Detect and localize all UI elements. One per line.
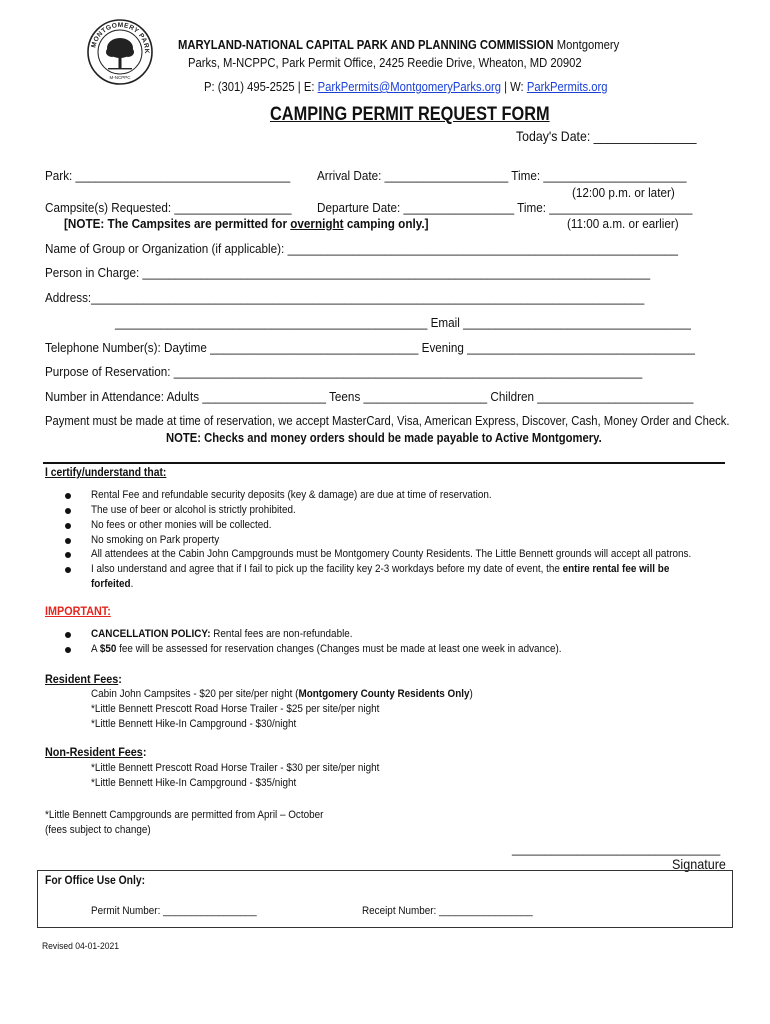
todays-date-field[interactable]: Today's Date: _______________ — [516, 128, 697, 144]
revised-date: Revised 04-01-2021 — [42, 941, 120, 952]
departure-time-note: (11:00 a.m. or earlier) — [567, 216, 679, 231]
change-fee — [91, 643, 562, 655]
signature-label: Signature — [672, 856, 726, 872]
resident-fee-cabin-john — [91, 688, 473, 700]
office-use-heading: For Office Use Only: — [45, 875, 146, 887]
nonresident-fees-label: Non-Resident Fees — [45, 745, 143, 759]
receipt-number-field[interactable]: Receipt Number: _________________ — [362, 905, 533, 917]
bullet — [65, 508, 71, 514]
certify-heading: I certify/understand that: — [45, 467, 167, 479]
cancellation-policy — [91, 628, 353, 640]
arrival-date-field[interactable]: Arrival Date: ___________________ Time: ______________________ — [317, 168, 687, 183]
arrival-time-note: (12:00 p.m. or later) — [572, 185, 675, 200]
cabin-john-residents-only: Montgomery County Residents Only — [298, 688, 470, 700]
nonresident-fee-horse-trailer: *Little Bennett Prescott Road Horse Trailer - $30 per site/per night — [91, 762, 380, 774]
bullet — [65, 493, 71, 499]
note-pre: [NOTE: The Campsites are permitted for — [64, 216, 291, 231]
address-field[interactable]: Address:_____________________________________________________________________________________ — [45, 290, 645, 305]
resident-fees-heading — [45, 672, 122, 686]
key-pickup-text: I also understand and agree that if I fail to pick up the facility key 2-3 workdays before my date of event, the — [91, 563, 563, 575]
forfeited-text: forfeited — [91, 578, 131, 590]
cancellation-text: Rental fees are non-refundable. — [210, 628, 353, 640]
cabin-john-end: ) — [469, 688, 473, 700]
bullet — [65, 552, 71, 558]
montgomery-parks-logo — [86, 18, 154, 86]
section-divider — [43, 462, 725, 464]
nonresident-fees-heading — [45, 745, 146, 759]
resident-fee-hike-in: *Little Bennett Hike-In Campground - $30/night — [91, 718, 297, 730]
forfeited-period: . — [130, 578, 134, 590]
resident-fees-label: Resident Fees — [45, 672, 119, 686]
org-name: MARYLAND-NATIONAL CAPITAL PARK AND PLANNING COMMISSION — [178, 38, 554, 52]
important-heading: IMPORTANT: — [45, 604, 111, 618]
cancellation-label: CANCELLATION POLICY: — [91, 628, 211, 640]
header-phone: P: (301) 495-2525 | E: — [204, 80, 318, 94]
note-post: camping only.] — [343, 216, 429, 231]
payment-methods: Payment must be made at time of reservation, we accept MasterCard, Visa, American Express, Discover, Cash, Money Order and Check. — [45, 414, 730, 428]
change-fee-pre: A — [91, 643, 100, 655]
campsites-field[interactable]: Campsite(s) Requested: __________________ — [45, 200, 292, 215]
telephone-field[interactable]: Telephone Number(s): Daytime ________________________________ Evening ___________________________________ — [45, 340, 695, 355]
header-contact — [204, 80, 607, 94]
svg-text:M-NCPPC: M-NCPPC — [109, 75, 131, 80]
park-field[interactable]: Park: _________________________________ — [45, 168, 291, 183]
bullet — [65, 538, 71, 544]
header-address: Parks, M-NCPPC, Park Permit Office, 2425 Reedie Drive, Wheaton, MD 20902 — [188, 56, 582, 70]
change-fee-text: fee will be assessed for reservation changes (Changes must be made at least one week in advance). — [116, 643, 562, 655]
header-web-prefix: | W: — [500, 80, 527, 94]
certify-item: The use of beer or alcohol is strictly prohibited. — [91, 504, 296, 516]
change-fee-amount: $50 — [99, 643, 117, 655]
email-link[interactable]: ParkPermits@MontgomeryParks.org — [317, 80, 501, 94]
overnight-note — [64, 216, 429, 231]
permit-number-field[interactable]: Permit Number: _________________ — [91, 905, 257, 917]
certify-item: No fees or other monies will be collected. — [91, 519, 272, 531]
svg-text:MONTGOMERY PARKS: MONTGOMERY PARK — [90, 21, 151, 55]
season-note: *Little Bennett Campgrounds are permitted from April – October — [45, 809, 324, 821]
org-tail: Montgomery — [553, 38, 620, 52]
resident-fee-horse-trailer: *Little Bennett Prescott Road Horse Trailer - $25 per site/per night — [91, 703, 380, 715]
fees-change-note: (fees subject to change) — [45, 824, 151, 836]
nonresident-colon: : — [142, 745, 147, 759]
certify-item-key-pickup-cont — [91, 578, 133, 590]
note-overnight: overnight — [290, 216, 344, 231]
header-org-line — [178, 38, 619, 52]
form-title: CAMPING PERMIT REQUEST FORM — [270, 104, 550, 125]
website-link[interactable]: ParkPermits.org — [526, 80, 608, 94]
resident-colon: : — [118, 672, 122, 686]
bullet — [65, 647, 71, 653]
certify-item: Rental Fee and refundable security deposits (key & damage) are due at time of reservation. — [91, 489, 492, 501]
payment-note: NOTE: Checks and money orders should be made payable to Active Montgomery. — [166, 431, 602, 445]
certify-item: All attendees at the Cabin John Campgrounds must be Montgomery County Residents. The Little Bennett grounds will accept all patrons. — [91, 548, 692, 560]
signature-line[interactable]: ________________________________ — [512, 841, 721, 856]
departure-date-field[interactable]: Departure Date: _________________ Time: ______________________ — [317, 200, 693, 215]
bullet — [65, 523, 71, 529]
group-name-field[interactable]: Name of Group or Organization (if applicable): ____________________________________________________________ — [45, 241, 678, 256]
certify-item: No smoking on Park property — [91, 534, 220, 546]
nonresident-fee-hike-in: *Little Bennett Hike-In Campground - $35/night — [91, 777, 297, 789]
purpose-field[interactable]: Purpose of Reservation: ________________________________________________________________________ — [45, 364, 643, 379]
certify-item-key-pickup — [91, 563, 669, 575]
key-pickup-bold: entire rental fee will be — [562, 563, 670, 575]
address-email-field[interactable]: ________________________________________________ Email ___________________________________ — [115, 315, 691, 330]
cabin-john-text: Cabin John Campsites - $20 per site/per night ( — [91, 688, 299, 700]
person-in-charge-field[interactable]: Person in Charge: ______________________________________________________________________________ — [45, 265, 651, 280]
attendance-field[interactable]: Number in Attendance: Adults ___________________ Teens ___________________ Children ________________________ — [45, 389, 694, 404]
bullet — [65, 567, 71, 573]
bullet — [65, 632, 71, 638]
